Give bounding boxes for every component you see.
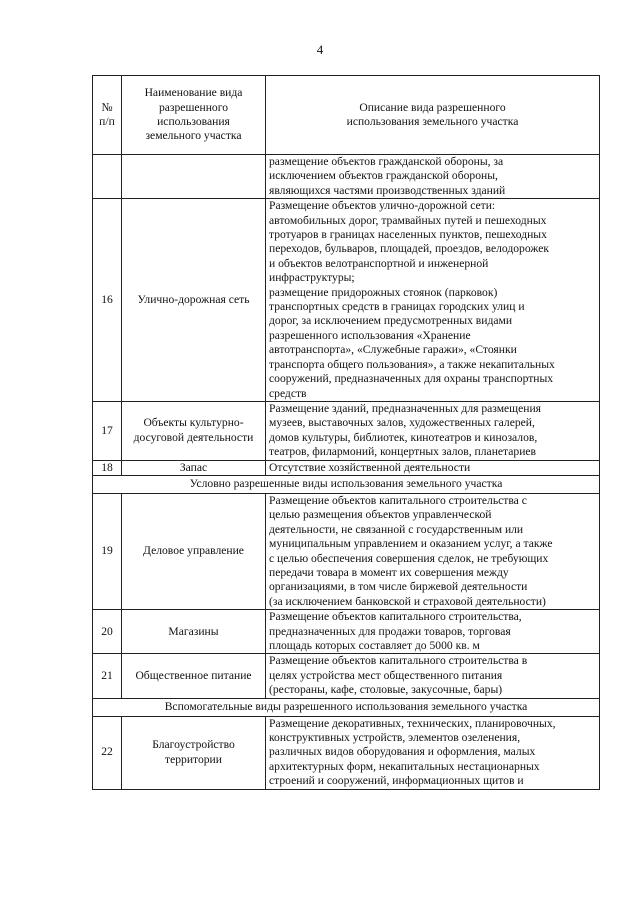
page-number: 4	[316, 42, 324, 57]
cell-name: Запас	[122, 460, 266, 475]
cell-num: 16	[93, 199, 122, 402]
table-row-17	[93, 401, 600, 460]
section-title-auxiliary: Вспомогательные виды разрешенного использования земельного участка	[93, 698, 600, 716]
section-row-auxiliary	[93, 698, 600, 716]
cell-desc: Размещение зданий, предназначенных для размещения музеев, выставочных залов, художественных галерей, домов культуры, библиотек, кинотеатров и кинозалов, театров, филармоний, концертных залов, планетариев	[266, 401, 600, 460]
header-desc: Описание вида разрешенного использования земельного участка	[266, 76, 600, 155]
cell-name: Магазины	[122, 610, 266, 654]
table-row-21	[93, 654, 600, 698]
cell-desc: Размещение объектов улично-дорожной сети: автомобильных дорог, трамвайных путей и пешеходных тротуаров в границах населенных пунктов, пешеходных переходов, бульваров, площадей, проездов, велодорожек и объектов велотранспортной и инженерной инфраструктуры; размещение придорожных стоянок (парковок) транспортных средств в границах городских улиц и дорог, за исключением предусмотренных видами разрешенного использования «Хранение автотранспорта», «Служебные гаражи», «Стоянки транспорта общего пользования», а также некапитальных сооружений, предназначенных для охраны транспортных средств	[266, 199, 600, 402]
cell-num	[93, 155, 122, 199]
table-row-16	[93, 199, 600, 402]
cell-name: Общественное питание	[122, 654, 266, 698]
section-row-conditional	[93, 475, 600, 493]
table-row-18	[93, 460, 600, 475]
table-row-22	[93, 716, 600, 789]
land-use-table	[92, 75, 600, 790]
cell-desc: Размещение объектов капитального строительства в целях устройства мест общественного питания (рестораны, кафе, столовые, закусочные, бары)	[266, 654, 600, 698]
cell-desc: Размещение декоративных, технических, планировочных, конструктивных устройств, элементов озеленения, различных видов оборудования и оформления, малых архитектурных форм, некапитальных нестационарных строений и сооружений, информационных щитов и	[266, 716, 600, 789]
cell-num: 18	[93, 460, 122, 475]
cell-num: 19	[93, 493, 122, 609]
header-name: Наименование вида разрешенного использования земельного участка	[122, 76, 266, 155]
table-row-20	[93, 610, 600, 654]
table-row-continuation	[93, 155, 600, 199]
cell-desc: Размещение объектов капитального строительства, предназначенных для продажи товаров, торговая площадь которых составляет до 5000 кв. м	[266, 610, 600, 654]
cell-name: Улично-дорожная сеть	[122, 199, 266, 402]
cell-num: 20	[93, 610, 122, 654]
cell-num: 22	[93, 716, 122, 789]
cell-desc: Отсутствие хозяйственной деятельности	[266, 460, 600, 475]
section-title-conditional: Условно разрешенные виды использования земельного участка	[93, 475, 600, 493]
cell-name	[122, 155, 266, 199]
cell-desc: размещение объектов гражданской обороны, за исключением объектов гражданской обороны, являющихся частями производственных зданий	[266, 155, 600, 199]
table-header-row	[93, 76, 600, 155]
cell-num: 17	[93, 401, 122, 460]
header-num: № п/п	[93, 76, 122, 155]
cell-name: Объекты культурно- досуговой деятельности	[122, 401, 266, 460]
cell-desc: Размещение объектов капитального строительства с целью размещения объектов управленческой деятельности, не связанной с государственным или муниципальным управлением и оказанием услуг, а также с целью обеспечения совершения сделок, не требующих передачи товара в момент их совершения между организациями, в том числе биржевой деятельности (за исключением банковской и страховой деятельности)	[266, 493, 600, 609]
cell-num: 21	[93, 654, 122, 698]
cell-name: Деловое управление	[122, 493, 266, 609]
cell-name: Благоустройство территории	[122, 716, 266, 789]
table-row-19	[93, 493, 600, 609]
